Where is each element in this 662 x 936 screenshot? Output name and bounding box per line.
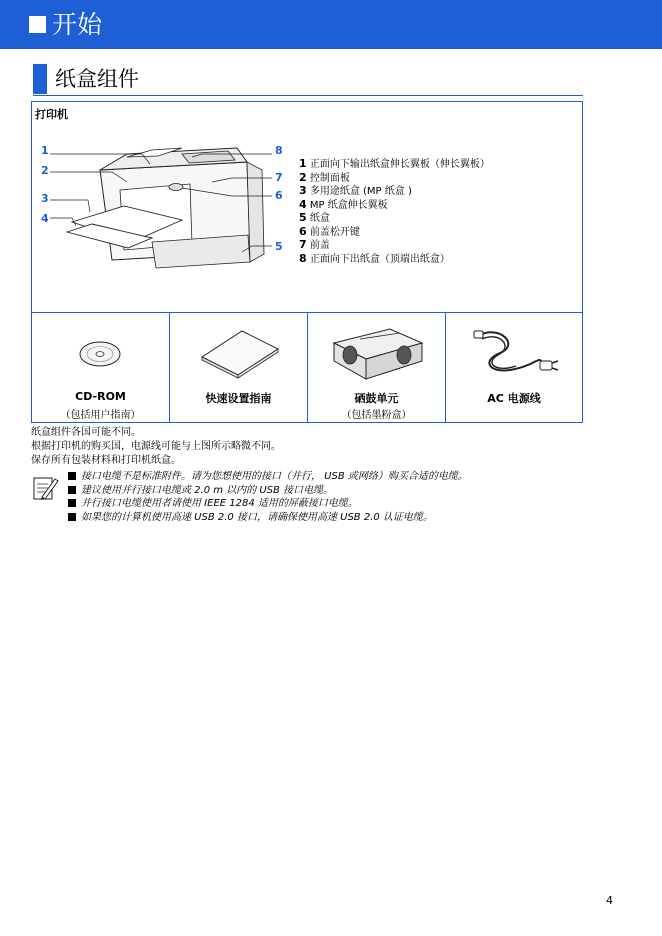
- printer-illustration: [32, 102, 292, 312]
- legend-item: 1 正面向下输出纸盒伸长翼板（伸长翼板）: [299, 157, 490, 170]
- tip-item: 建议使用并行接口电缆或 2.0 m 以内的 USB 接口电缆。: [68, 484, 468, 498]
- accessory-ac-power-cord: [445, 312, 583, 423]
- callout-5: 5: [275, 240, 283, 253]
- square-bullet-icon: [68, 513, 76, 521]
- square-bullet-icon: [68, 486, 76, 494]
- legend-item: 6 前盖松开键: [299, 224, 360, 238]
- square-bullet-icon: [68, 472, 76, 480]
- header-square-icon: [29, 16, 46, 33]
- accessory-title: CD-ROM: [75, 390, 126, 403]
- accessory-quick-setup-guide: [169, 312, 308, 423]
- callout-6: 6: [275, 189, 283, 202]
- printer-box-label: 打印机: [35, 108, 68, 121]
- callout-7: 7: [275, 171, 283, 184]
- legend-item: 4 MP 纸盒伸长翼板: [299, 197, 388, 211]
- legend-item: 5 纸盒: [299, 211, 330, 224]
- drum-unit-icon: [330, 325, 426, 383]
- printer-box: [31, 101, 583, 313]
- page-title: 开始: [52, 10, 103, 39]
- note-line: 纸盒组件各国可能不同。: [31, 427, 141, 438]
- tip-item: 接口电缆不是标准附件。请为您想使用的接口（并行， USB 或网络）购买合适的电缆。: [68, 470, 468, 484]
- legend-item: 8 正面向下出纸盒（顶端出纸盒）: [299, 251, 450, 265]
- accessories-row: [31, 312, 583, 423]
- guide-booklet-icon: [200, 327, 280, 379]
- accessory-cd-rom: [31, 312, 170, 423]
- tips-list: [68, 470, 468, 524]
- accessory-drum-unit: [307, 312, 446, 423]
- tip-item: 并行接口电缆使用者请使用 IEEE 1284 适用的屏蔽接口电缆。: [68, 497, 468, 511]
- header-bar: [0, 0, 662, 49]
- section-title: 纸盒组件: [55, 67, 139, 91]
- section-rule: [33, 95, 583, 96]
- note-line: 保存所有包装材料和打印机纸盒。: [31, 455, 181, 466]
- accessory-subtitle: （包括用户指南）: [60, 410, 141, 421]
- accessory-title: 快速设置指南: [205, 392, 272, 405]
- accessory-subtitle: （包括墨粉盒）: [341, 410, 412, 421]
- note-line: 根据打印机的购买国，电源线可能与上图所示略微不同。: [31, 441, 281, 452]
- note-pencil-icon: [33, 475, 59, 501]
- legend-item: 2 控制面板: [299, 170, 350, 184]
- legend-item: 3 多用途纸盒 (MP 纸盒 ): [299, 184, 412, 197]
- callout-1: 1: [41, 144, 49, 157]
- cd-rom-icon: [78, 339, 122, 369]
- page-number: 4: [606, 894, 613, 907]
- notes: [31, 426, 281, 468]
- printer-legend: [299, 158, 490, 266]
- tip-item: 如果您的计算机使用高速 USB 2.0 接口，请确保使用高速 USB 2.0 认证电缆。: [68, 511, 468, 525]
- power-cord-icon: [470, 325, 560, 383]
- accessory-title: 硒鼓单元: [354, 392, 399, 405]
- accessory-title: AC 电源线: [487, 392, 541, 405]
- callout-2: 2: [41, 164, 49, 177]
- legend-item: 7 前盖: [299, 238, 330, 251]
- callout-8: 8: [275, 144, 283, 157]
- square-bullet-icon: [68, 499, 76, 507]
- callout-3: 3: [41, 192, 49, 205]
- callout-4: 4: [41, 212, 49, 225]
- section-accent-bar: [33, 64, 47, 94]
